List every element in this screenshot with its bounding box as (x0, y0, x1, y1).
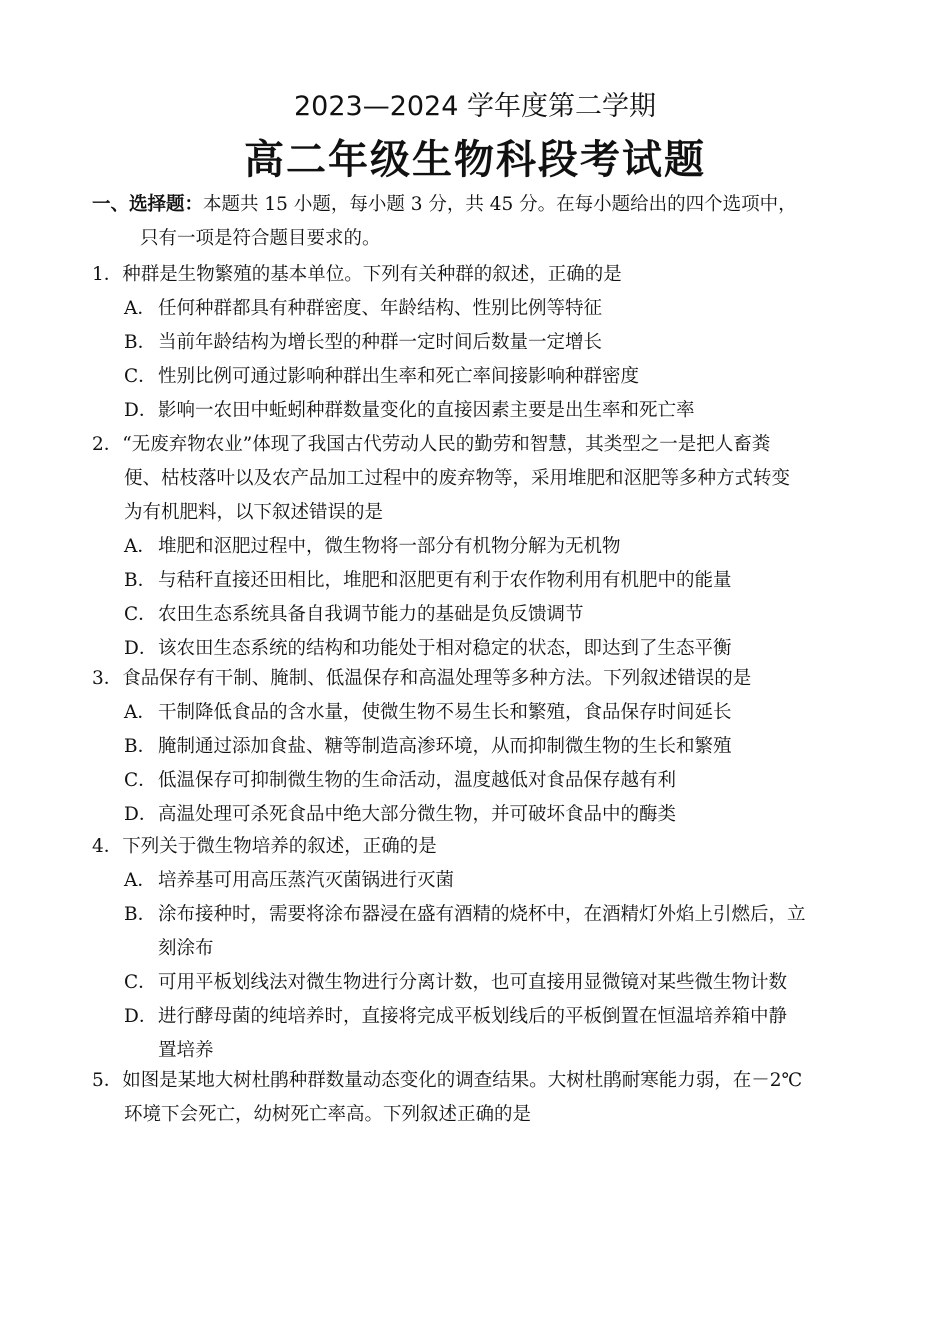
question-stem-line: 为有机肥料，以下叙述错误的是 (124, 502, 384, 523)
option-text-continued: 刻涂布 (158, 938, 214, 959)
question-5 (92, 1064, 872, 1132)
option-letter: C． (124, 366, 157, 387)
option-b (92, 326, 872, 360)
question-stem-line: 如图是某地大树杜鹃种群数量动态变化的调查结果。大树杜鹃耐寒能力弱，在－2℃ (122, 1070, 803, 1091)
option-a (92, 292, 872, 326)
option-text: 培养基可用高压蒸汽灭菌锅进行灭菌 (158, 870, 455, 891)
question-1 (92, 258, 872, 428)
question-stem (92, 662, 872, 696)
question-stem-line: 便、枯枝落叶以及农产品加工过程中的废弃物等，采用堆肥和沤肥等多种方式转变 (124, 468, 791, 489)
option-text: 任何种群都具有种群密度、年龄结构、性别比例等特征 (158, 298, 603, 319)
option-d (92, 798, 872, 832)
question-3 (92, 662, 872, 832)
question-number: 2． (92, 434, 123, 455)
question-number: 3． (92, 668, 123, 689)
option-d (92, 394, 872, 428)
option-c (92, 598, 872, 632)
option-letter: C． (124, 972, 157, 993)
option-text: 进行酵母菌的纯培养时，直接将完成平板划线后的平板倒置在恒温培养箱中静 (158, 1006, 788, 1027)
option-c (92, 764, 872, 798)
option-letter: D． (124, 638, 158, 659)
option-letter: D． (124, 1006, 158, 1027)
option-letter: C． (124, 770, 157, 791)
option-letter: A． (124, 536, 156, 557)
option-text-continued: 置培养 (158, 1040, 214, 1061)
option-a (92, 864, 872, 898)
option-letter: A． (124, 298, 156, 319)
option-letter: B． (124, 736, 157, 757)
question-number: 4． (92, 836, 123, 857)
option-text: 堆肥和沤肥过程中，微生物将一部分有机物分解为无机物 (158, 536, 621, 557)
option-c (92, 966, 872, 1000)
question-stem-line: 食品保存有干制、腌制、低温保存和高温处理等多种方法。下列叙述错误的是 (122, 668, 752, 689)
option-text: 可用平板划线法对微生物进行分离计数，也可直接用显微镜对某些微生物计数 (158, 972, 788, 993)
option-text: 干制降低食品的含水量，使微生物不易生长和繁殖，食品保存时间延长 (158, 702, 732, 723)
option-b (92, 564, 872, 598)
option-text: 该农田生态系统的结构和功能处于相对稳定的状态，即达到了生态平衡 (158, 638, 732, 659)
exam-subtitle: 2023—2024 学年度第二学期 (293, 91, 656, 122)
question-number: 5． (92, 1070, 123, 1091)
option-letter: A． (124, 870, 156, 891)
question-number: 1． (92, 264, 123, 285)
question-4 (92, 830, 872, 1068)
section-instruction-line2: 只有一项是符合题目要求的。 (140, 228, 381, 249)
option-b (92, 898, 872, 932)
option-letter: B． (124, 904, 157, 925)
option-text: 当前年龄结构为增长型的种群一定时间后数量一定增长 (158, 332, 603, 353)
option-c (92, 360, 872, 394)
option-text: 高温处理可杀死食品中绝大部分微生物，并可破坏食品中的酶类 (158, 804, 677, 825)
option-text: 涂布接种时，需要将涂布器浸在盛有酒精的烧杯中，在酒精灯外焰上引燃后，立 (158, 904, 806, 925)
question-stem (92, 258, 872, 292)
option-text: 性别比例可通过影响种群出生率和死亡率间接影响种群密度 (158, 366, 640, 387)
option-letter: D． (124, 400, 158, 421)
question-stem-line: 种群是生物繁殖的基本单位。下列有关种群的叙述，正确的是 (122, 264, 622, 285)
option-a (92, 696, 872, 730)
question-stem-line: “无废弃物农业”体现了我国古代劳动人民的勤劳和智慧，其类型之一是把人畜粪 (122, 434, 771, 455)
exam-title: 高二年级生物科段考试题 (244, 136, 706, 183)
question-stem (92, 1064, 872, 1098)
option-d (92, 632, 872, 666)
question-stem (92, 830, 872, 864)
option-letter: B． (124, 570, 157, 591)
option-text: 农田生态系统具备自我调节能力的基础是负反馈调节 (158, 604, 584, 625)
option-letter: A． (124, 702, 156, 723)
option-b (92, 730, 872, 764)
question-stem-line: 环境下会死亡，幼树死亡率高。下列叙述正确的是 (124, 1104, 532, 1125)
option-letter: B． (124, 332, 157, 353)
option-text: 影响一农田中蚯蚓种群数量变化的直接因素主要是出生率和死亡率 (158, 400, 695, 421)
section-instructions (92, 188, 867, 256)
option-letter: C． (124, 604, 157, 625)
option-text: 低温保存可抑制微生物的生命活动，温度越低对食品保存越有利 (158, 770, 677, 791)
option-a (92, 530, 872, 564)
section-instruction-line1: 本题共 15 小题，每小题 3 分，共 45 分。在每小题给出的四个选项中， (203, 194, 797, 215)
question-stem-line: 下列关于微生物培养的叙述，正确的是 (122, 836, 437, 857)
section-heading: 一、选择题： (92, 194, 204, 215)
option-letter: D． (124, 804, 158, 825)
question-stem (92, 428, 872, 462)
option-d (92, 1000, 872, 1034)
option-text: 腌制通过添加食盐、糖等制造高渗环境，从而抑制微生物的生长和繁殖 (158, 736, 732, 757)
option-text: 与秸秆直接还田相比，堆肥和沤肥更有利于农作物利用有机肥中的能量 (158, 570, 732, 591)
question-2 (92, 428, 872, 666)
